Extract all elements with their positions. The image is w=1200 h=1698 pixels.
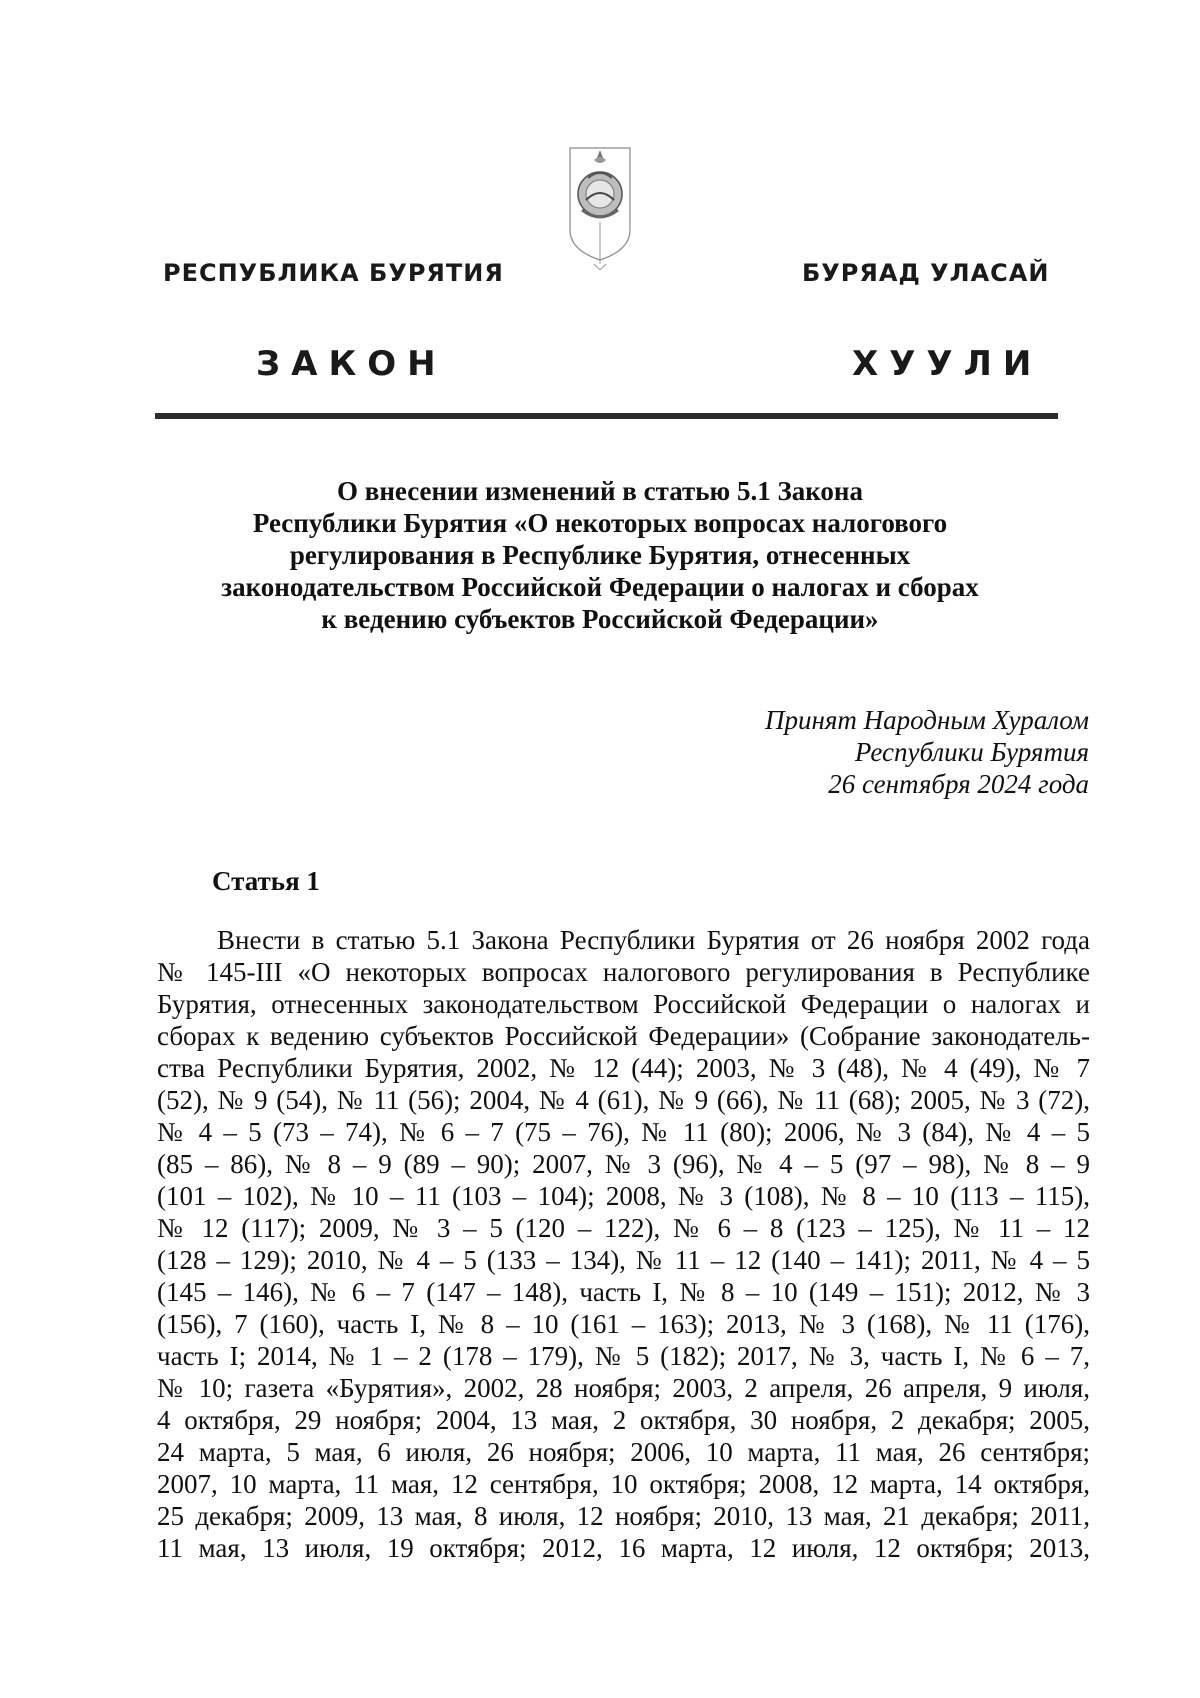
header-left-title: РЕСПУБЛИКА БУРЯТИЯ — [163, 259, 504, 287]
title-line: к ведению субъектов Российской Федерации» — [321, 604, 879, 634]
body-line: № 4 – 5 (73 – 74), № 6 – 7 (75 – 76), № 11 (80); 2006, № 3 (84), № 4 – 5 — [157, 1117, 1090, 1147]
title-line: регулирования в Республике Бурятия, отнесенных — [289, 540, 911, 570]
body-line: 4 октября, 29 ноября; 2004, 13 мая, 2 октября, 30 ноября, 2 декабря; 2005, — [157, 1405, 1090, 1435]
coat-of-arms-emblem-icon — [566, 138, 634, 270]
body-line: 24 марта, 5 мая, 6 июля, 26 ноября; 2006, 10 марта, 11 мая, 26 сентября; — [157, 1437, 1090, 1467]
body-line: часть I; 2014, № 1 – 2 (178 – 179), № 5 (182); 2017, № 3, часть I, № 6 – 7, — [157, 1341, 1090, 1371]
body-line: (156), 7 (160), часть I, № 8 – 10 (161 – 163); 2013, № 3 (168), № 11 (176), — [157, 1309, 1090, 1339]
body-line: ства Республики Бурятия, 2002, № 12 (44); 2003, № 3 (48), № 4 (49), № 7 — [157, 1053, 1090, 1083]
body-line: Бурятия, отнесенных законодательством Российской Федерации о налогах и — [157, 989, 1090, 1019]
header-right-title: БУРЯАД УЛАСАЙ — [802, 259, 1050, 287]
body-line: 11 мая, 13 июля, 19 октября; 2012, 16 марта, 12 июля, 12 октября; 2013, — [157, 1533, 1090, 1563]
body-line: № 10; газета «Бурятия», 2002, 28 ноября; 2003, 2 апреля, 26 апреля, 9 июля, — [157, 1373, 1090, 1403]
body-line: Внести в статью 5.1 Закона Республики Бурятия от 26 ноября 2002 года — [217, 925, 1090, 955]
article-body — [157, 924, 1090, 1564]
body-line: (145 – 146), № 6 – 7 (147 – 148), часть I, № 8 – 10 (149 – 151); 2012, № 3 — [157, 1277, 1090, 1307]
title-line: Республики Бурятия «О некоторых вопросах налогового — [252, 508, 948, 538]
law-title-right: ХУУЛИ — [852, 344, 1043, 384]
article-heading: Статья 1 — [212, 866, 320, 896]
adoption-note — [765, 704, 1089, 800]
body-line: 2007, 10 марта, 11 мая, 12 сентября, 10 октября; 2008, 12 марта, 14 октября, — [157, 1469, 1090, 1499]
title-line: О внесении изменений в статью 5.1 Закона — [337, 476, 863, 506]
body-line: (85 – 86), № 8 – 9 (89 – 90); 2007, № 3 (96), № 4 – 5 (97 – 98), № 8 – 9 — [157, 1149, 1090, 1179]
document-title — [180, 475, 1020, 635]
body-line: 25 декабря; 2009, 13 мая, 8 июля, 12 ноября; 2010, 13 мая, 21 декабря; 2011, — [157, 1501, 1090, 1531]
body-line: № 145-III «О некоторых вопросах налогового регулирования в Республике — [157, 957, 1090, 987]
adoption-line: Республики Бурятия — [854, 737, 1089, 767]
body-line: № 12 (117); 2009, № 3 – 5 (120 – 122), № 6 – 8 (123 – 125), № 11 – 12 — [157, 1213, 1090, 1243]
body-line: (52), № 9 (54), № 11 (56); 2004, № 4 (61), № 9 (66), № 11 (68); 2005, № 3 (72), — [157, 1085, 1090, 1115]
body-line: (128 – 129); 2010, № 4 – 5 (133 – 134), № 11 – 12 (140 – 141); 2011, № 4 – 5 — [157, 1245, 1090, 1275]
law-title-left: ЗАКОН — [256, 344, 447, 384]
header-divider — [155, 413, 1058, 419]
adoption-line: Принят Народным Хуралом — [764, 705, 1089, 735]
body-line: сборах к ведению субъектов Российской Федерации» (Собрание законодатель- — [157, 1021, 1090, 1051]
title-line: законодательством Российской Федерации о налогах и сборах — [221, 572, 979, 602]
body-line: (101 – 102), № 10 – 11 (103 – 104); 2008, № 3 (108), № 8 – 10 (113 – 115), — [157, 1181, 1090, 1211]
adoption-line: 26 сентября 2024 года — [828, 769, 1089, 799]
